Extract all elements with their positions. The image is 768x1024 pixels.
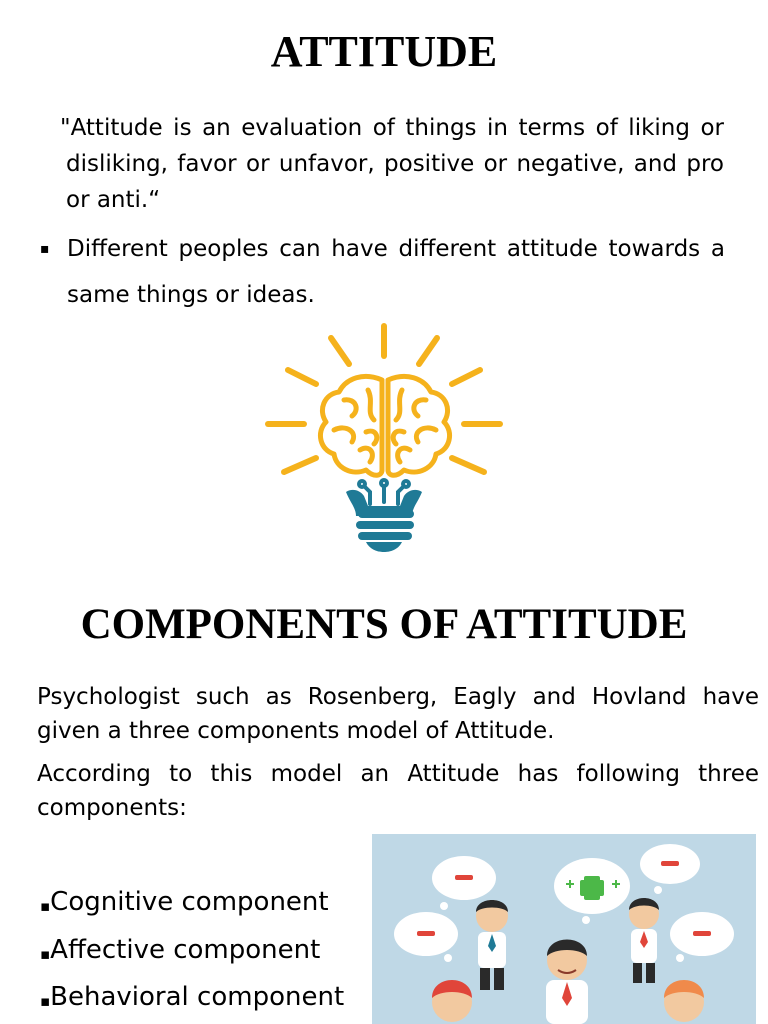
component-item	[40, 882, 329, 922]
business-people-thought-bubbles-illustration	[372, 834, 756, 1024]
bullet-marker: ▪	[40, 945, 51, 963]
bullet-text: Different peoples can have different attitude towards a same things or ideas.	[67, 236, 725, 308]
brain-lightbulb-icon	[184, 320, 588, 556]
page-title: ATTITUDE	[270, 27, 498, 76]
components-intro: According to this model an Attitude has following three components:	[37, 761, 759, 821]
component-item	[40, 930, 320, 970]
attitude-definition: "Attitude is an evaluation of things in terms of liking or disliking, favor or unfavor, positive or negative, and pro or anti.“	[60, 115, 724, 213]
model-description: Psychologist such as Rosenberg, Eagly and Hovland have given a three components model of Attitude.	[37, 684, 759, 744]
bullet-marker: ▪	[40, 241, 50, 257]
component-item	[40, 977, 344, 1017]
component-label: Cognitive component	[50, 887, 329, 917]
bullet-marker: ▪	[40, 897, 51, 915]
bullet-marker: ▪	[40, 992, 51, 1010]
component-label: Behavioral component	[50, 982, 345, 1012]
bullet-point	[40, 226, 725, 318]
component-label: Affective component	[50, 935, 321, 965]
section-title: COMPONENTS OF ATTITUDE	[80, 601, 688, 648]
